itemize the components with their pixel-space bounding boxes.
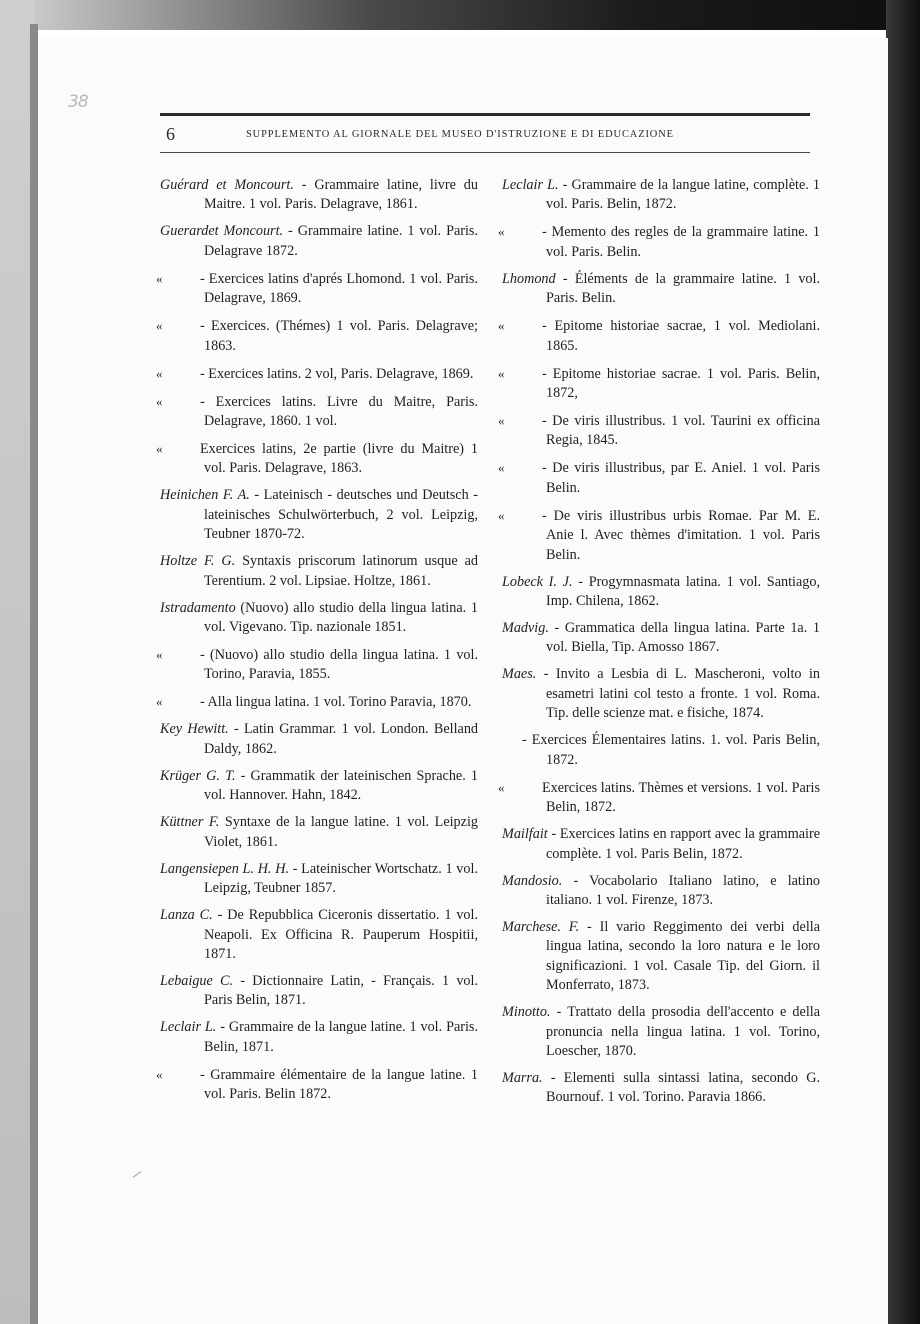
entry-text: - Alla lingua latina. 1 vol. Torino Paravia, 1870. xyxy=(200,694,472,711)
entry-author: Lobeck I. J. xyxy=(502,573,573,590)
entry-text: - De Repubblica Ciceronis dissertatio. 1 vol. Neapoli. Ex Officina R. Pauperum Hospitii, 1871. xyxy=(204,907,479,962)
entry-author: Krüger G. T. xyxy=(160,767,236,784)
entry-text: Exercices latins, 2e partie (livre du Maitre) 1 vol. Paris. Delagrave, 1863. xyxy=(200,441,478,477)
running-title: SUPPLEMENTO AL GIORNALE DEL MUSEO D'ISTRUZIONE E DI EDUCAZIONE xyxy=(246,129,674,140)
ditto-mark: « xyxy=(156,270,163,286)
bibliography-entry xyxy=(498,778,820,818)
bibliography-entry xyxy=(160,1018,478,1057)
bibliography-entry xyxy=(156,364,478,384)
ditto-mark: « xyxy=(498,460,505,476)
bibliography-entry xyxy=(160,972,478,1011)
entry-author: Marchese. F. xyxy=(502,918,580,935)
entry-text: - Éléments de la grammaire latine. 1 vol. Paris. Belin. xyxy=(546,270,820,307)
bibliography-entry xyxy=(498,222,820,262)
bibliography-entry xyxy=(160,599,478,638)
entry-text: - Memento des regles de la grammaire latine. 1 vol. Paris. Belin. xyxy=(542,224,820,260)
entry-author: Minotto. xyxy=(502,1004,551,1021)
bibliography-entry xyxy=(502,918,820,996)
bibliography-entry xyxy=(502,270,820,309)
ditto-mark: « xyxy=(498,779,505,795)
entry-text: - Grammaire latine, livre du Maitre. 1 vol. Paris. Delagrave, 1861. xyxy=(204,177,478,213)
bibliography-entry xyxy=(156,439,478,479)
entry-text: - Exercices latins. 2 vol, Paris. Delagrave, 1869. xyxy=(200,365,474,382)
bibliography-entry xyxy=(156,269,478,309)
entry-text: - Exercices Élementaires latins. 1. vol. Paris Belin, 1872. xyxy=(522,732,820,768)
pencil-margin-note: 38 xyxy=(68,92,88,112)
left-column xyxy=(156,176,479,1112)
bibliography-entry xyxy=(160,813,478,852)
bibliography-entry xyxy=(502,665,820,723)
entry-author: Küttner F. xyxy=(160,814,220,831)
scan-top-border xyxy=(0,0,920,30)
ditto-mark: « xyxy=(498,318,505,334)
bibliography-entry xyxy=(498,506,820,565)
page-number: 6 xyxy=(166,124,175,144)
entry-author: Mandosio. xyxy=(502,872,563,889)
entry-text: Syntaxis priscorum latinorum usque ad Terentium. 2 vol. Lipsiae. Holtze, 1861. xyxy=(204,553,479,589)
entry-text: - De viris illustribus. 1 vol. Taurini ex officina Regia, 1845. xyxy=(542,413,820,449)
entry-author: Guérard et Moncourt. xyxy=(160,177,294,193)
entry-author: Istradamento xyxy=(160,599,236,616)
bibliography-entry xyxy=(498,316,820,356)
entry-author: Langensiepen L. H. H. xyxy=(160,860,289,877)
entry-text: - Progymnasmata latina. 1 vol. Santiago, Imp. Chilena, 1862. xyxy=(546,573,820,610)
entry-author: Leclair L. xyxy=(160,1019,217,1036)
scan-right-border xyxy=(886,0,920,1324)
scan-left-border xyxy=(0,0,34,1324)
entry-text: - Trattato della prosodia dell'accento e della pronuncia nella lingua latina. 1 vol. Torino, Loescher, 1870. xyxy=(546,1004,820,1059)
bibliography-entry xyxy=(160,720,478,759)
bibliography-entry xyxy=(498,458,820,498)
entry-text: - Latin Grammar. 1 vol. London. Belland Daldy, 1862. xyxy=(204,721,479,757)
ditto-mark: « xyxy=(156,365,163,381)
entry-author: Maes. xyxy=(502,666,537,683)
entry-text: (Nuovo) allo studio della lingua latina. 1 vol. Vigevano. Tip. nazionale 1851. xyxy=(204,599,479,636)
entry-text: - (Nuovo) allo studio della lingua latina. 1 vol. Torino, Paravia, 1855. xyxy=(200,647,478,683)
entry-author: Leclair L. xyxy=(502,177,559,193)
ditto-mark: « xyxy=(156,647,163,663)
entry-text: - Il vario Reggimento dei verbi della lingua latina, secondo la loro natura e le loro significazioni. 1 vol. Casale Tip. del Giorn. il Monferrato, 1873. xyxy=(546,918,821,994)
entry-text: - Grammaire de la langue latine, complète. 1 vol. Paris. Belin, 1872. xyxy=(546,177,821,213)
bibliography-entry xyxy=(502,731,820,770)
bibliography-entry xyxy=(160,222,478,261)
entry-text: - Grammaire élémentaire de la langue latine. 1 vol. Paris. Belin 1872. xyxy=(200,1066,478,1103)
ditto-mark: « xyxy=(156,393,163,409)
bibliography-entry xyxy=(160,486,478,544)
bibliography-entry xyxy=(160,176,478,215)
ditto-mark: « xyxy=(156,1066,163,1082)
entry-text: - Grammaire latine. 1 vol. Paris. Delagrave 1872. xyxy=(204,223,478,259)
entry-text: - Epitome historiae sacrae. 1 vol. Paris. Belin, 1872, xyxy=(542,365,820,402)
bibliography-entry xyxy=(502,619,820,658)
bibliography-entry xyxy=(502,1069,820,1108)
scan-page-edge xyxy=(30,24,38,1324)
entry-text: - Lateinisch - deutsches und Deutsch - lateinisches Schulwörterbuch, 2 vol. Leipzig, Teubner 1870-72. xyxy=(204,487,478,543)
bibliography-entry xyxy=(160,906,478,964)
bibliography-entry xyxy=(160,767,478,806)
entry-text: - Epitome historiae sacrae, 1 vol. Mediolani. 1865. xyxy=(542,318,820,354)
entry-text: - Grammatica della lingua latina. Parte 1a. 1 vol. Biella, Tip. Amosso 1867. xyxy=(546,620,820,656)
entry-author: Holtze F. G. xyxy=(160,553,236,570)
bibliography-entry xyxy=(156,392,478,432)
entry-author: Marra. xyxy=(502,1069,543,1086)
entry-text: - Dictionnaire Latin, - Français. 1 vol. Paris Belin, 1871. xyxy=(204,972,479,1009)
entry-author: Madvig. xyxy=(502,620,549,637)
right-column xyxy=(498,176,821,1115)
header-rule-bottom xyxy=(160,152,810,153)
entry-author: Lhomond xyxy=(502,270,556,287)
entry-author: Lanza C. xyxy=(160,907,213,924)
bibliography-entry xyxy=(156,316,478,356)
entry-text: - Grammaire de la langue latine. 1 vol. Paris. Belin, 1871. xyxy=(204,1019,478,1055)
entry-text: - Vocabolario Italiano latino, e latino italiano. 1 vol. Firenze, 1873. xyxy=(546,872,821,908)
ditto-mark: « xyxy=(156,694,163,710)
bibliography-entry xyxy=(502,825,820,864)
entry-text: - Lateinischer Wortschatz. 1 vol. Leipzig, Teubner 1857. xyxy=(204,860,478,897)
entry-text: - Exercices latins en rapport avec la grammaire complète. 1 vol. Paris Belin, 1872. xyxy=(546,826,821,862)
entry-text: - Exercices latins. Livre du Maitre, Paris. Delagrave, 1860. 1 vol. xyxy=(200,393,478,430)
entry-author: Guerardet Moncourt. xyxy=(160,223,284,240)
bibliography-entry xyxy=(156,645,478,685)
entry-author: Mailfait xyxy=(502,826,548,843)
bibliography-entry xyxy=(498,364,820,404)
bibliography-entry xyxy=(160,860,478,899)
entry-text: - De viris illustribus urbis Romae. Par M. E. Anie l. Avec thèmes d'imitation. 1 vol. Paris Belin. xyxy=(542,507,820,563)
entry-text: - Exercices latins d'aprés Lhomond. 1 vol. Paris. Delagrave, 1869. xyxy=(200,270,478,307)
bibliography-entry xyxy=(160,552,478,591)
bibliography-entry xyxy=(502,1003,820,1061)
ditto-mark: « xyxy=(156,441,163,457)
bibliography-entry xyxy=(156,692,478,712)
bibliography-entry xyxy=(156,1065,478,1105)
entry-text: - Invito a Lesbia di L. Mascheroni, volto in esametri latini col testo a fronte. 1 vol. Roma. Tip. delle scienze mat. e fisiche, 1874. xyxy=(543,666,821,722)
entry-author: Heinichen F. A. xyxy=(160,487,250,504)
entry-text: Exercices latins. Thèmes et versions. 1 vol. Paris Belin, 1872. xyxy=(542,779,820,816)
entry-text: Syntaxe de la langue latine. 1 vol. Leipzig Violet, 1861. xyxy=(204,814,478,850)
entry-author: Lebaigue C. xyxy=(160,972,234,989)
bibliography-entry xyxy=(502,573,820,612)
bibliography-entry xyxy=(498,411,820,451)
entry-text: - Grammatik der lateinischen Sprache. 1 vol. Hannover. Hahn, 1842. xyxy=(204,767,479,804)
bibliography-entry xyxy=(502,872,820,911)
entry-text: - Elementi sulla sintassi latina, secondo G. Bournouf. 1 vol. Torino. Paravia 1866. xyxy=(546,1069,820,1106)
entry-text: - Exercices. (Thémes) 1 vol. Paris. Delagrave; 1863. xyxy=(200,318,478,354)
ditto-mark: « xyxy=(498,413,505,429)
bibliography-entry xyxy=(502,176,820,215)
entry-author: Key Hewitt. xyxy=(160,721,229,738)
ditto-mark: « xyxy=(498,365,505,381)
ditto-mark: « xyxy=(498,224,505,240)
ditto-mark: « xyxy=(156,318,163,334)
header-rule-top xyxy=(160,113,810,116)
ditto-mark: « xyxy=(498,507,505,523)
entry-text: - De viris illustribus, par E. Aniel. 1 vol. Paris Belin. xyxy=(542,460,820,496)
